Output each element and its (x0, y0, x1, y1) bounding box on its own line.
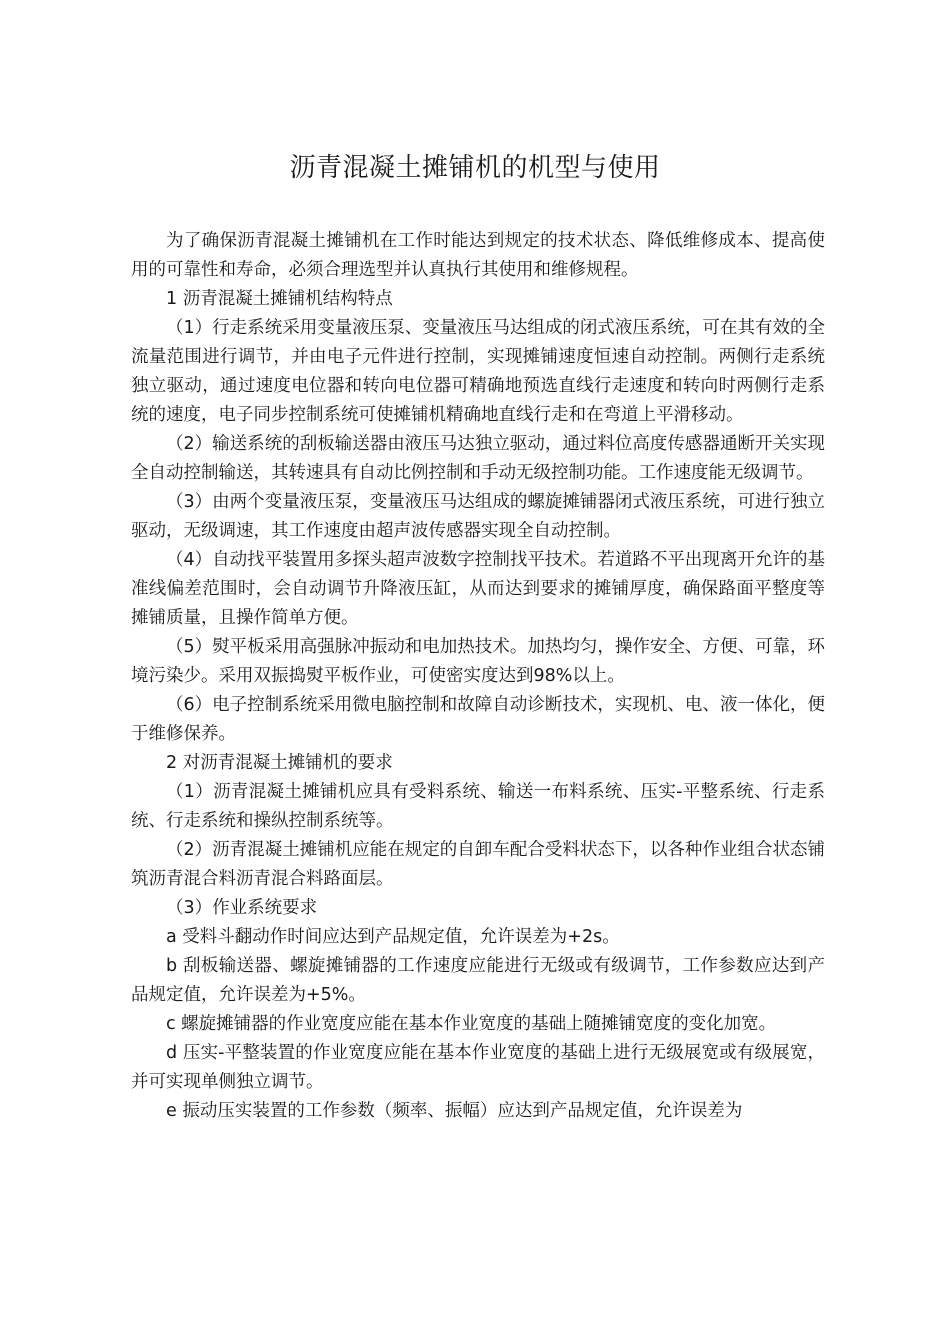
paragraph-item-e: e 振动压实装置的工作参数（频率、振幅）应达到产品规定值，允许误差为 (166, 1101, 743, 1121)
paragraph-feature-3: （3）由两个变量液压泵，变量液压马达组成的螺旋摊铺器闭式液压系统，可进行独立驱动，无级调速，其工作速度由超声波传感器实现全自动控制。 (131, 492, 825, 541)
paragraph-requirement-1: （1）沥青混凝土摊铺机应具有受料系统、输送一布料系统、压实-平整系统、行走系统、行走系统和操纵控制系统等。 (131, 782, 825, 831)
document-title: 沥青混凝土摊铺机的机型与使用 (289, 153, 661, 183)
subsection-heading-3: （3）作业系统要求 (166, 898, 318, 918)
paragraph-item-b: b 刮板输送器、螺旋摊铺器的工作速度应能进行无级或有级调节，工作参数应达到产品规定值，允许误差为+5%。 (131, 956, 825, 1005)
paragraph-feature-5: （5）熨平板采用高强脉冲振动和电加热技术。加热均匀，操作安全、方便、可靠，环境污染少。采用双振捣熨平板作业，可使密实度达到98%以上。 (131, 637, 825, 686)
intro-paragraph: 为了确保沥青混凝土摊铺机在工作时能达到规定的技术状态、降低维修成本、提高使用的可靠性和寿命，必须合理选型并认真执行其使用和维修规程。 (131, 231, 825, 280)
paragraph-feature-6: （6）电子控制系统采用微电脑控制和故障自动诊断技术，实现机、电、液一体化，便于维修保养。 (131, 695, 825, 744)
paragraph-requirement-2: （2）沥青混凝土摊铺机应能在规定的自卸车配合受料状态下，以各种作业组合状态铺筑沥青混合料沥青混合料路面层。 (131, 840, 825, 889)
paragraph-item-c: c 螺旋摊铺器的作业宽度应能在基本作业宽度的基础上随摊铺宽度的变化加宽。 (166, 1014, 777, 1034)
paragraph-item-d: d 压实-平整装置的作业宽度应能在基本作业宽度的基础上进行无级展宽或有级展宽，并可实现单侧独立调节。 (131, 1043, 825, 1092)
paragraph-feature-2: （2）输送系统的刮板输送器由液压马达独立驱动，通过料位高度传感器通断开关实现全自动控制输送，其转速具有自动比例控制和手动无级控制功能。工作速度能无级调节。 (131, 434, 825, 483)
section-heading-2: 2 对沥青混凝土摊铺机的要求 (166, 753, 393, 773)
document-body (131, 227, 825, 1126)
paragraph-feature-1: （1）行走系统采用变量液压泵、变量液压马达组成的闭式液压系统，可在其有效的全流量范围进行调节，并由电子元件进行控制，实现摊铺速度恒速自动控制。两侧行走系统独立驱动，通过速度电位器和转向电位器可精确地预选直线行走速度和转向时两侧行走系统的速度，电子同步控制系统可使摊铺机精确地直线行走和在弯道上平滑移动。 (131, 318, 825, 425)
paragraph-feature-4: （4）自动找平装置用多探头超声波数字控制找平技术。若道路不平出现离开允许的基准线偏差范围时，会自动调节升降液压缸，从而达到要求的摊铺厚度，确保路面平整度等摊铺质量，且操作简单方便。 (131, 550, 825, 628)
section-heading-1: 1 沥青混凝土摊铺机结构特点 (166, 289, 393, 309)
paragraph-item-a: a 受料斗翻动作时间应达到产品规定值，允许误差为+2s。 (166, 927, 620, 947)
